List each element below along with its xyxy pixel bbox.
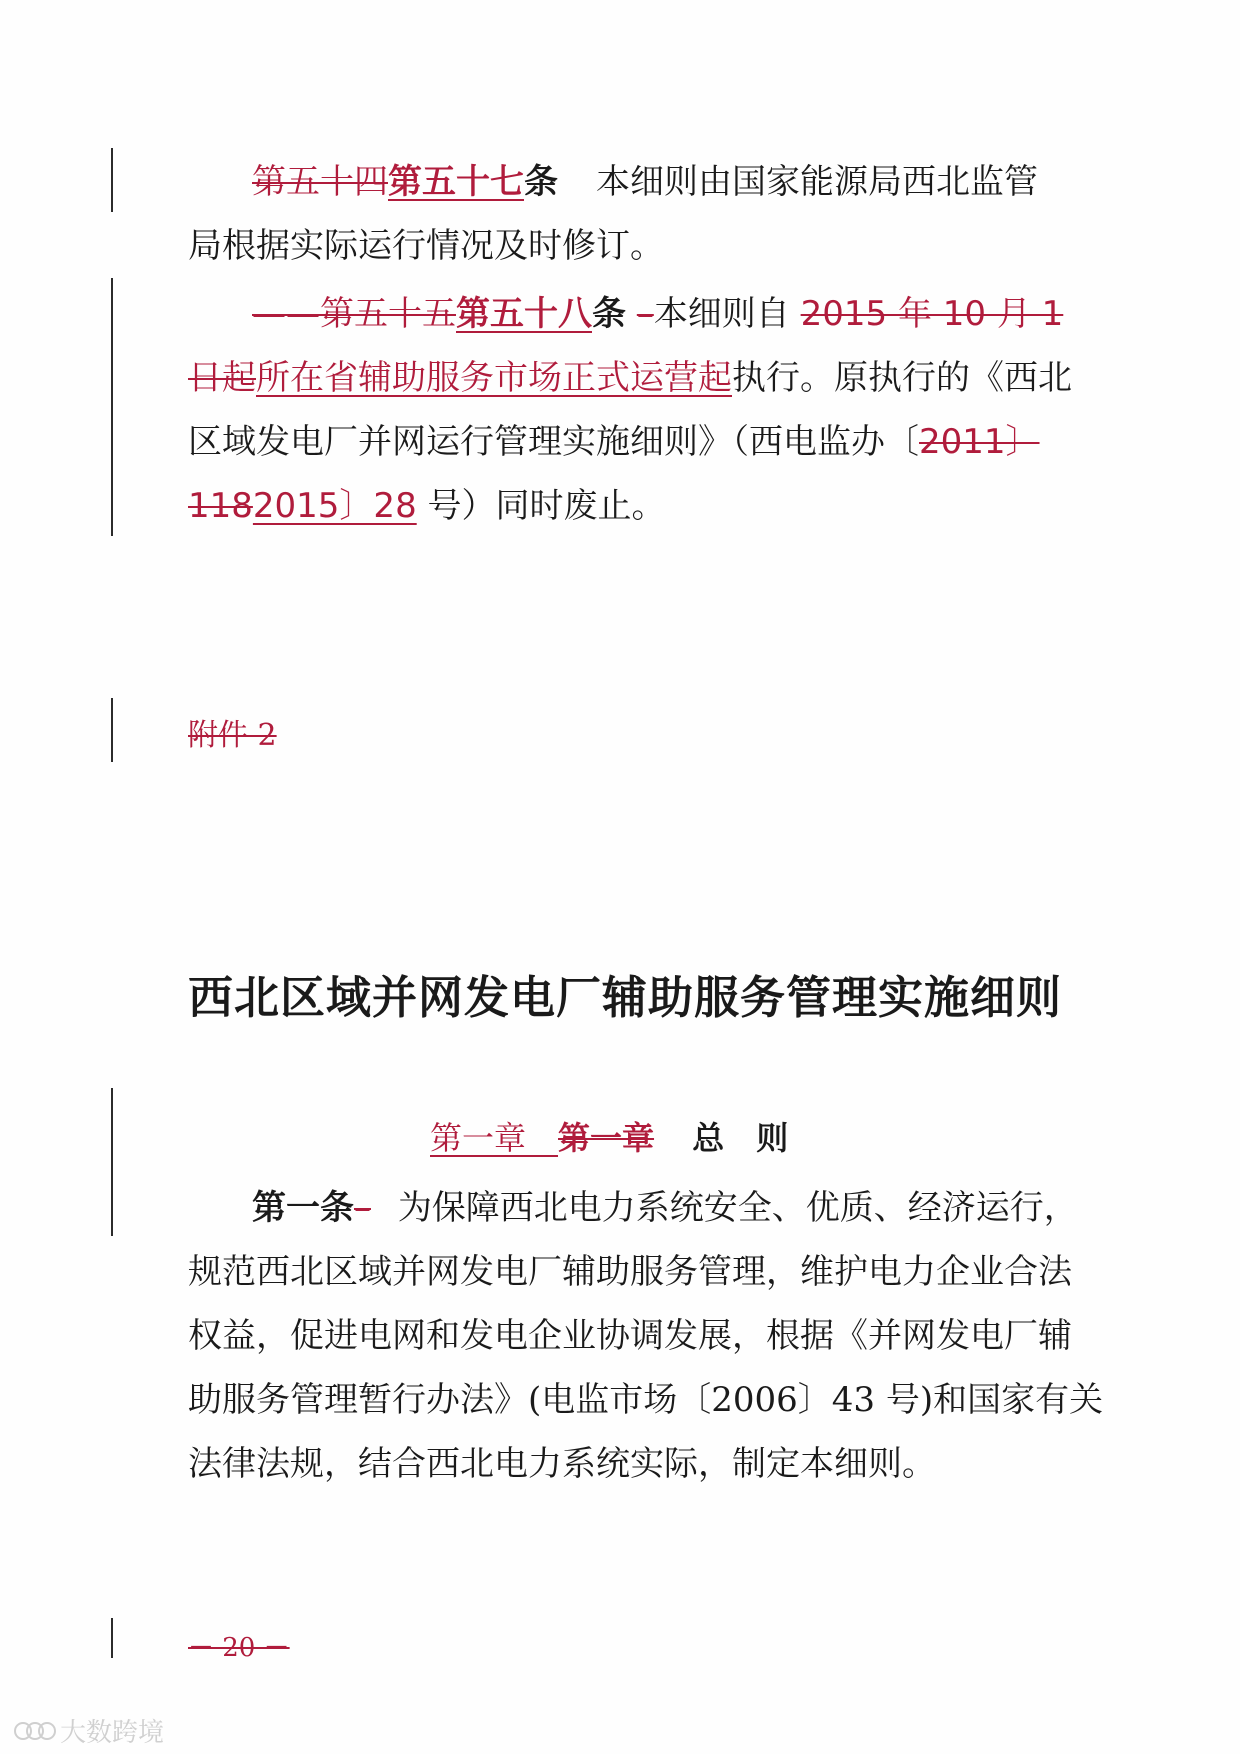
- watermark-logo-icon: [14, 1720, 54, 1742]
- article-text: 本细则自: [653, 294, 790, 334]
- article-text: 区域发电厂并网运行管理实施细则》（西电监办〔: [188, 422, 919, 462]
- article-58-line-1: [252, 292, 1063, 336]
- deleted-article-number: 第五十四: [252, 162, 388, 202]
- deleted-article-number: ——第五十五: [252, 294, 456, 334]
- deleted-dash: –: [636, 294, 654, 334]
- article-suffix: 条: [524, 162, 558, 202]
- deleted-doc-number: 118: [188, 486, 253, 526]
- attachment-label: [188, 716, 277, 756]
- article-58-line-2: [188, 356, 1072, 400]
- inserted-article-number: 第五十八: [456, 294, 592, 334]
- deleted-year: 2011〕: [919, 422, 1040, 462]
- chapter-heading: [430, 1116, 788, 1160]
- deleted-date-tail: 日起: [188, 358, 256, 398]
- article-suffix: 条: [592, 294, 626, 334]
- inserted-chapter-label: 第一章: [430, 1119, 559, 1157]
- article-1-line-4: [188, 1378, 1103, 1422]
- change-bar: [111, 1088, 113, 1236]
- article-57-line-1: [252, 160, 1038, 204]
- inserted-doc-number: 2015〕28: [252, 486, 417, 526]
- deleted-attachment-label: 附件 2: [188, 718, 277, 753]
- deleted-dash: –: [354, 1188, 371, 1228]
- page-number: [188, 1630, 290, 1666]
- article-text: 局根据实际运行情况及时修订。: [188, 226, 664, 266]
- article-text: 本细则由国家能源局西北监管: [596, 162, 1038, 202]
- inserted-article-number: 第五十七: [388, 162, 524, 202]
- article-58-line-4: [188, 484, 666, 528]
- article-58-line-3: [188, 420, 1040, 464]
- article-text: 法律法规，结合西北电力系统实际，制定本细则。: [188, 1444, 936, 1484]
- change-bar: [111, 698, 113, 762]
- change-bar: [111, 278, 113, 536]
- deleted-chapter-label: 第一章: [558, 1119, 655, 1157]
- watermark-text: 大数跨境: [60, 1718, 165, 1748]
- article-1-line-3: [188, 1314, 1072, 1358]
- inserted-effective-clause: 所在省辅助服务市场正式运营起: [256, 358, 732, 398]
- article-text: 权益，促进电网和发电企业协调发展，根据《并网发电厂辅: [188, 1316, 1072, 1356]
- article-text: 为保障西北电力系统安全、优质、经济运行，: [397, 1188, 1078, 1228]
- article-57-line-2: [188, 224, 664, 268]
- change-bar: [111, 148, 113, 212]
- deleted-page-number: － 20 －: [188, 1633, 290, 1663]
- deleted-date: 2015 年 10 月 1: [800, 294, 1064, 334]
- article-label: 第一条: [252, 1188, 354, 1228]
- article-text: 规范西北区域并网发电厂辅助服务管理，维护电力企业合法: [188, 1252, 1072, 1292]
- chapter-name: 总 则: [692, 1119, 789, 1157]
- article-1-line-2: [188, 1250, 1072, 1294]
- change-bar: [111, 1618, 113, 1658]
- article-1-line-1: [252, 1186, 1078, 1230]
- article-text: 执行。原执行的《西北: [732, 358, 1072, 398]
- article-text: 助服务管理暂行办法》(电监市场〔2006〕43 号)和国家有关: [188, 1380, 1104, 1420]
- watermark: [14, 1712, 164, 1749]
- article-1-line-5: [188, 1442, 936, 1486]
- article-text: 号）同时废止。: [427, 486, 666, 526]
- document-title: 西北区域并网发电厂辅助服务管理实施细则: [188, 971, 1063, 1024]
